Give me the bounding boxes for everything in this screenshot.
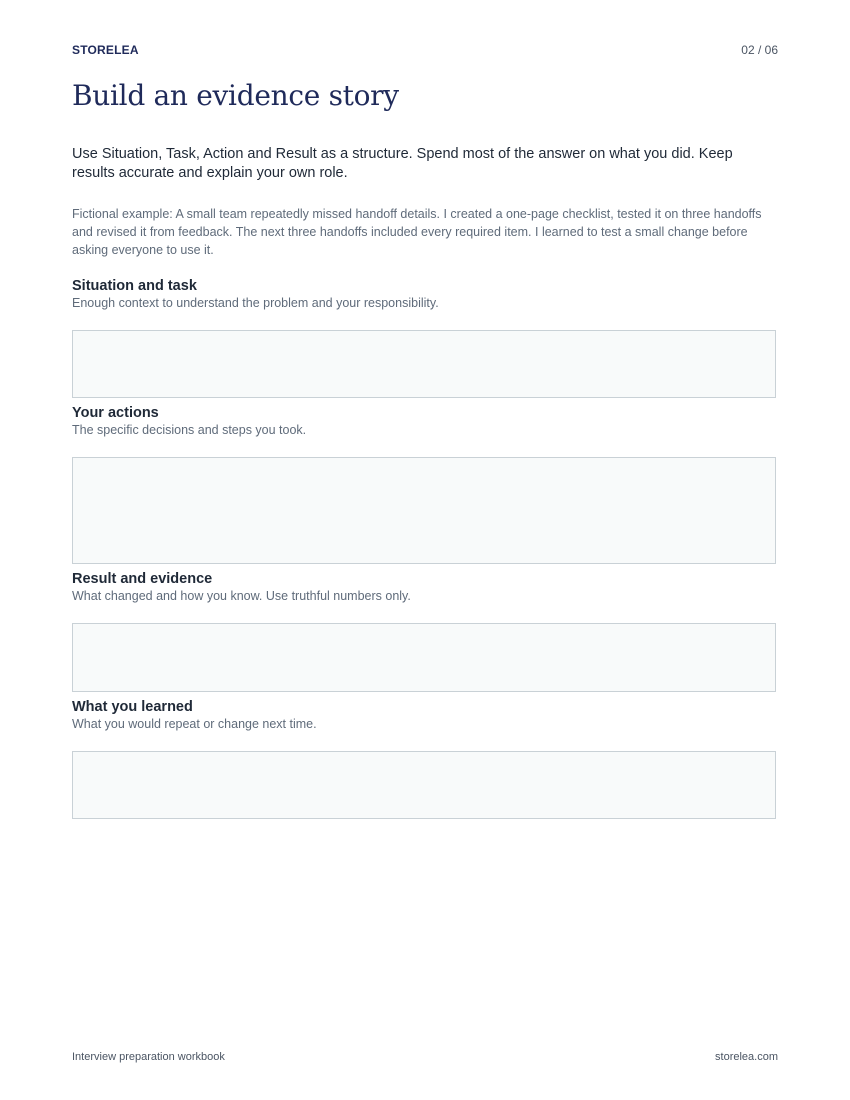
section-note-result-evidence: What changed and how you know. Use truthful numbers only. [72, 589, 411, 603]
section-note-situation-task: Enough context to understand the problem and your responsibility. [72, 296, 439, 310]
workbook-page [72, 0, 778, 1100]
learned-answer-box[interactable] [72, 751, 776, 819]
result-evidence-answer-box[interactable] [72, 623, 776, 692]
example-text: Fictional example: A small team repeatedly missed handoff details. I created a one-page checklist, tested it on three handoffs and revised it from feedback. The next three handoffs included every required item. I learned to test a small change before asking everyone to use it. [72, 207, 762, 257]
brand-name: STORELEA [72, 43, 139, 57]
intro-text: Use Situation, Task, Action and Result as a structure. Spend most of the answer on what you did. Keep results accurate and explain your own role. [72, 146, 733, 181]
footer-workbook-title: Interview preparation workbook [72, 1051, 225, 1063]
section-note-learned: What you would repeat or change next time. [72, 717, 317, 731]
section-heading-situation-task: Situation and task [72, 278, 197, 294]
section-heading-actions: Your actions [72, 405, 159, 421]
page-header [72, 43, 778, 59]
footer-website: storelea.com [715, 1051, 778, 1063]
page-number: 02 / 06 [741, 43, 778, 57]
section-heading-result-evidence: Result and evidence [72, 571, 213, 587]
situation-task-answer-box[interactable] [72, 330, 776, 398]
actions-answer-box[interactable] [72, 457, 776, 564]
page-title: Build an evidence story [72, 79, 399, 112]
section-note-actions: The specific decisions and steps you took. [72, 423, 307, 437]
section-heading-learned: What you learned [72, 699, 193, 715]
